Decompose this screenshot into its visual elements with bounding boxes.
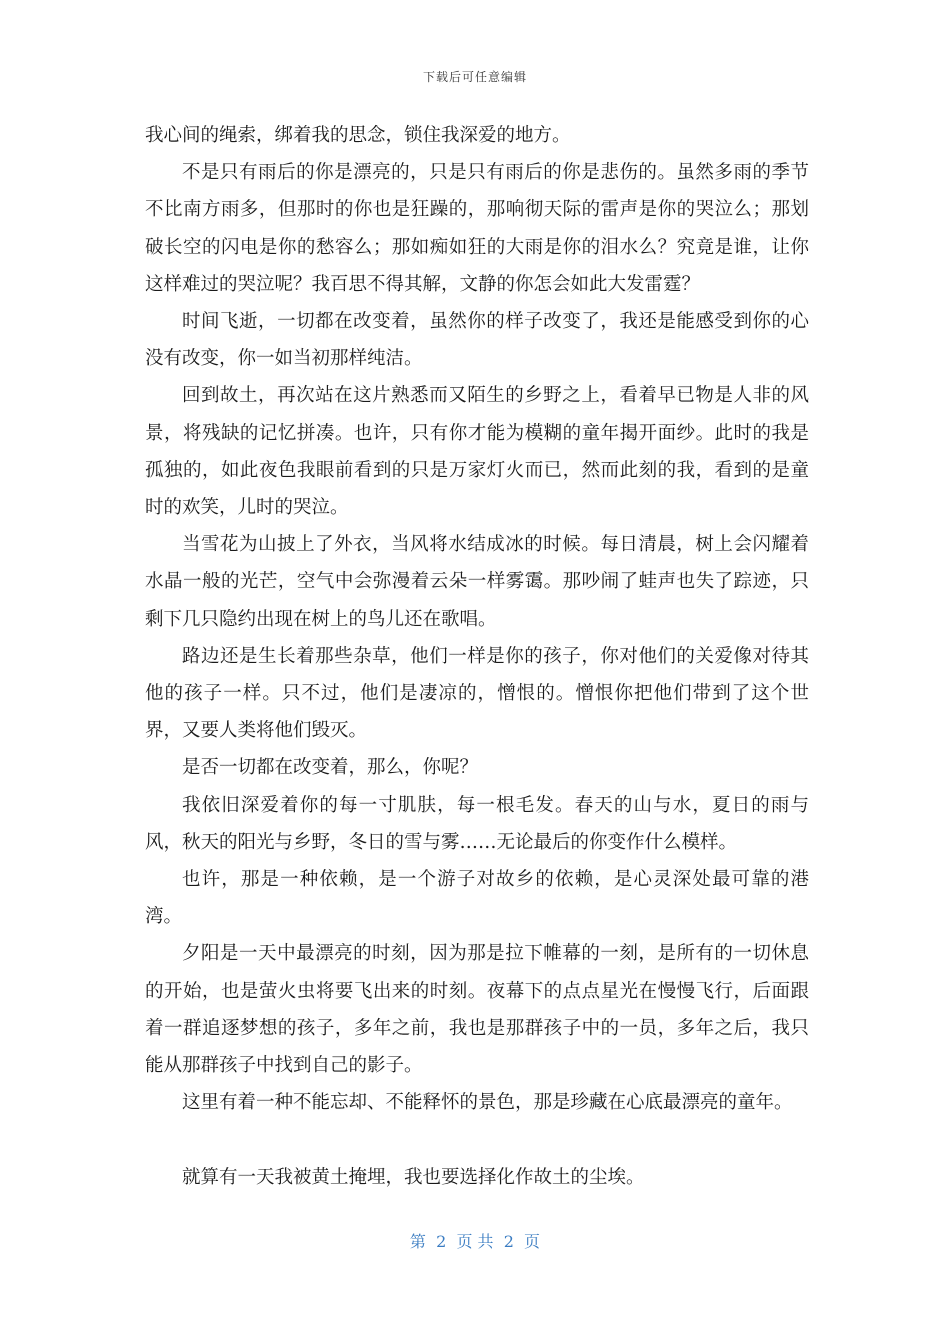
page-number-footer: 第 2 页 共 2 页 bbox=[409, 1232, 541, 1251]
paragraph-8: 我依旧深爱着你的每一寸肌肤，每一根毛发。春天的山与水，夏日的雨与风，秋天的阳光与乡野，冬日的雪与雾……无论最后的你变作什么模样。 bbox=[145, 794, 809, 853]
paragraph-9: 也许，那是一种依赖，是一个游子对故乡的依赖，是心灵深处最可靠的港湾。 bbox=[145, 869, 809, 928]
paragraph-12: 就算有一天我被黄土掩埋，我也要选择化作故土的尘埃。 bbox=[182, 1166, 645, 1188]
paragraph-3: 时间飞逝，一切都在改变着，虽然你的样子改变了，我还是能感受到你的心没有改变，你一如当初那样纯洁。 bbox=[145, 311, 809, 370]
paragraph-1: 我心间的绳索，绑着我的思念，锁住我深爱的地方。 bbox=[145, 125, 571, 146]
paragraph-5: 当雪花为山披上了外衣，当风将水结成冰的时候。每日清晨，树上会闪耀着水晶一般的光芒，空气中会弥漫着云朵一样雾霭。那吵闹了蛙声也失了踪迹，只剩下几只隐约出现在树上的鸟儿还在歌唱。 bbox=[145, 534, 809, 630]
paragraph-4: 回到故土，再次站在这片熟悉而又陌生的乡野之上，看着早已物是人非的风景，将残缺的记忆拼凑。也许，只有你才能为模糊的童年揭开面纱。此时的我是孤独的，如此夜色我眼前看到的只是万家灯火而已，然而此刻的我，看到的是童时的欢笑，儿时的哭泣。 bbox=[145, 385, 809, 519]
paragraph-7: 是否一切都在改变着，那么，你呢？ bbox=[182, 757, 479, 779]
document-body bbox=[145, 117, 809, 1196]
paragraph-2: 不是只有雨后的你是漂亮的，只是只有雨后的你是悲伤的。虽然多雨的季节不比南方雨多，但那时的你也是狂躁的，那响彻天际的雷声是你的哭泣么；那划破长空的闪电是你的愁容么；那如痴如狂的大雨是你的泪水么？究竟是谁，让你这样难过的哭泣呢？我百思不得其解，文静的你怎会如此大发雷霆？ bbox=[145, 162, 809, 295]
page-header: 下载后可任意编辑 bbox=[422, 70, 527, 84]
paragraph-spacer bbox=[145, 1121, 809, 1158]
paragraph-10: 夕阳是一天中最漂亮的时刻，因为那是拉下帷幕的一刻，是所有的一切休息的开始，也是萤火虫将要飞出来的时刻。夜幕下的点点星光在慢慢飞行，后面跟着一群追逐梦想的孩子，多年之前，我也是那群孩子中的一员，多年之后，我只能从那群孩子中找到自己的影子。 bbox=[145, 943, 809, 1077]
paragraph-6: 路边还是生长着那些杂草，他们一样是你的孩子，你对他们的关爱像对待其他的孩子一样。只不过，他们是凄凉的，憎恨的。憎恨你把他们带到了这个世界，又要人类将他们毁灭。 bbox=[145, 645, 809, 742]
paragraph-11: 这里有着一种不能忘却、不能释怀的景色，那是珍藏在心底最漂亮的童年。 bbox=[182, 1092, 793, 1114]
